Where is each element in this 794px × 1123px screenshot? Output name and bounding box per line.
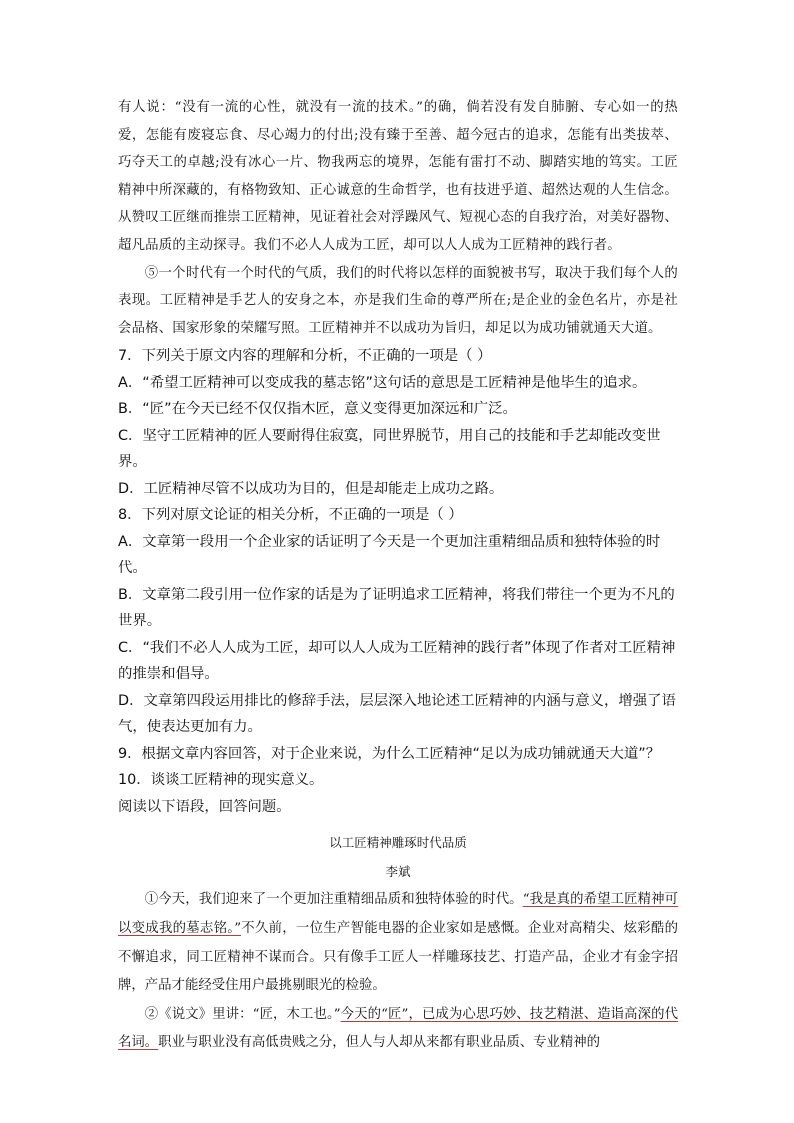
exam-page — [118, 94, 678, 1058]
p2-text-a: ②《说文》里讲：“匠，木工也。” — [144, 1006, 341, 1022]
question-8: 8．下列对原文论证的相关分析，不正确的一项是（ ） — [118, 507, 463, 524]
paragraph-4-tail: 有人说：“没有一流的心性，就没有一流的技术。”的确，倘若没有发自肺腑、专心如一的热爱，怎能有废寝忘食、尽心竭力的付出;没有臻于至善、超今冠古的追求，怎能有出类拔萃、巧夺天工的卓越;没有冰心一片、物我两忘的境界，怎能有雷打不动、脚踏实地的笃实。工匠精神中所深藏的，有格物致知、正心诚意的生命哲学，也有技进乎道、超然达观的人生信念。从赞叹工匠继而推崇工匠精神，见证着社会对浮躁风气、短视心态的自我疗治，对美好器物、超凡品质的主动探寻。我们不必人人成为工匠，却可以人人成为工匠精神的践行者。 — [118, 100, 678, 253]
paragraph-5: ⑤一个时代有一个时代的气质，我们的时代将以怎样的面貌被书写，取决于我们每个人的表现。工匠精神是手艺人的安身之本，亦是我们生命的尊严所在;是企业的金色名片，亦是社会品格、国家形象的荣耀写照。工匠精神并不以成功为旨归，却足以为成功铺就通天大道。 — [118, 265, 678, 336]
question-7-option-a: A．“希望工匠精神可以变成我的墓志铭”这句话的意思是工匠精神是他毕生的追求。 — [118, 374, 647, 391]
questions — [118, 343, 678, 820]
passage-2-paragraph-2 — [118, 1001, 678, 1058]
p2-underlined-sentence: 今天的“匠”，已成为心思巧妙、技艺精湛、造诣高深的代名词。 — [118, 1006, 678, 1051]
question-7: 7．下列关于原文内容的理解和分析，不正确的一项是（ ） — [118, 348, 492, 365]
passage-top — [118, 94, 678, 342]
question-9: 9．根据文章内容回答，对于企业来说，为什么工匠精神“足以为成功铺就通天大道”？ — [118, 745, 661, 762]
question-10: 10．谈谈工匠精神的现实意义。 — [118, 772, 324, 789]
question-8-option-a: A．文章第一段用一个企业家的话证明了今天是一个更加注重精细品质和独特体验的时代。 — [118, 533, 661, 577]
passage-2-author: 李斌 — [385, 864, 411, 880]
question-7-option-c: C．坚守工匠精神的匠人要耐得住寂寞，同世界脱节，用自己的技能和手艺却能改变世界。 — [118, 427, 661, 471]
reading-instruction: 阅读以下语段，回答问题。 — [118, 798, 291, 815]
passage-2-body — [118, 886, 678, 1058]
question-8-option-b: B．文章第二段引用一位作家的话是为了证明追求工匠精神，将我们带往一个更为不凡的世界。 — [118, 586, 675, 630]
p1-underlined-quote: “我是真的希望工匠精神可以变成我的墓志铭。” — [118, 892, 678, 936]
p2-text-b: 职业与职业没有高低贵贱之分，但人与人却从来都有职业品质、专业精神的 — [158, 1035, 601, 1051]
p1-text-b: 不久前，一位生产智能电器的企业家如是感慨。企业对高精尖、炫彩酷的不懈追求，同工匠精神不谋而合。只有像手工匠人一样雕琢技艺、打造产品，企业才有金字招牌，产品才能经受住用户最挑剔眼光的检验。 — [118, 920, 678, 994]
question-8-option-c: C．“我们不必人人成为工匠，却可以人人成为工匠精神的践行者”体现了作者对工匠精神的推崇和倡导。 — [118, 639, 676, 683]
passage-2-title: 以工匠精神雕琢时代品质 — [329, 835, 467, 851]
question-8-option-d: D．文章第四段运用排比的修辞手法，层层深入地论述工匠精神的内涵与意义，增强了语气，使表达更加有力。 — [118, 692, 676, 736]
p1-text-a: ①今天，我们迎来了一个更加注重精细品质和独特体验的时代。 — [144, 892, 523, 908]
passage-2-paragraph-1 — [118, 886, 678, 1000]
question-7-option-b: B．“匠”在今天已经不仅仅指木匠，意义变得更加深远和广泛。 — [118, 401, 517, 418]
question-7-option-d: D．工匠精神尽管不以成功为目的，但是却能走上成功之路。 — [118, 480, 504, 497]
